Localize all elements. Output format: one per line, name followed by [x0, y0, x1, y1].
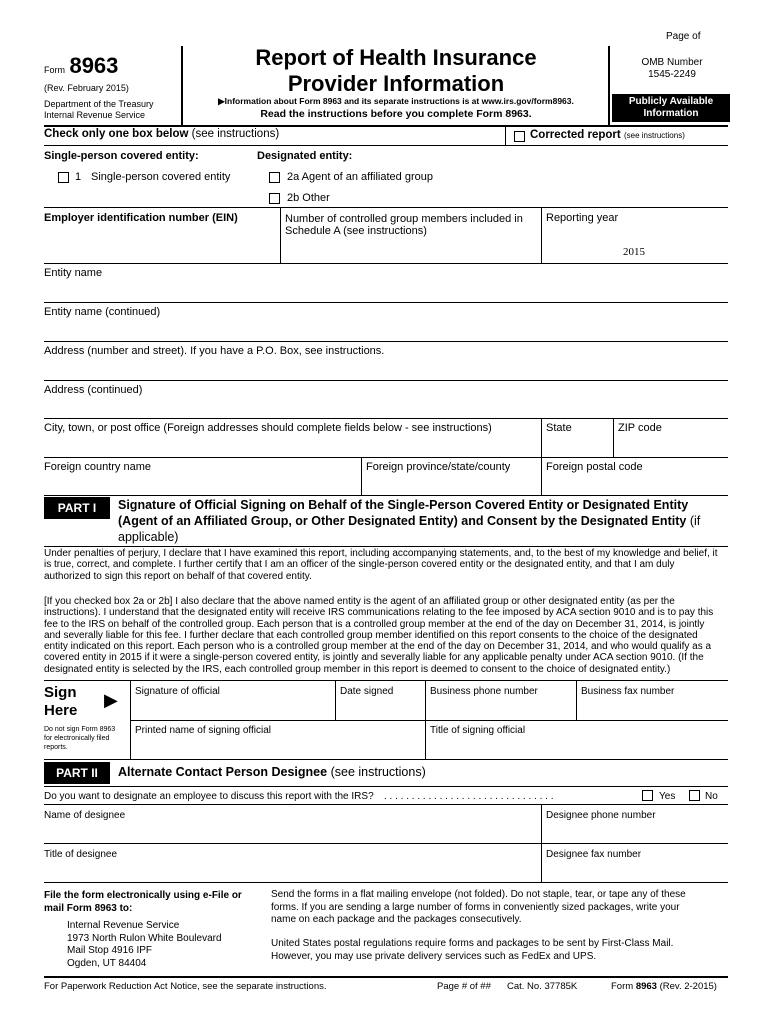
- omb-number: 1545-2249: [648, 69, 696, 80]
- part1-title: Signature of Official Signing on Behalf of the Single-Person Covered Entity or Designated Entity (Agent of an Affiliated Group, or Other Designated Entity) and Consent by the Designated Entity (if applicable): [118, 498, 701, 544]
- designee-question: Do you want to designate an employee to discuss this report with the IRS?: [44, 791, 374, 802]
- ein-label: Employer identification number (EIN): [44, 212, 238, 224]
- part2-tag: PART II: [44, 762, 110, 784]
- sign-note: Do not sign Form 8963 for electronically filed reports.: [44, 726, 116, 751]
- state-field[interactable]: State: [546, 422, 572, 434]
- members-label-2: Schedule A (see instructions): [285, 225, 427, 237]
- public-info-badge: Publicly Available Information: [612, 94, 730, 122]
- sign-here-label: Sign Here: [44, 684, 78, 719]
- omb-label: OMB Number: [641, 57, 703, 68]
- form-id: [44, 53, 118, 79]
- zip-field[interactable]: ZIP code: [618, 422, 662, 434]
- info-line: ▶Information about Form 8963 and its separate instructions is at www.irs.gov/form8963.: [218, 96, 574, 106]
- box2b-label: 2b Other: [287, 192, 330, 204]
- part1-tag: PART I: [44, 497, 110, 519]
- foreign-province-field[interactable]: Foreign province/state/county: [366, 461, 511, 473]
- part2-title: Alternate Contact Person Designee (see instructions): [118, 765, 426, 779]
- yes-label: Yes: [659, 791, 676, 802]
- page-number: Page # of ##: [437, 981, 491, 992]
- form-title-line2: Provider Information: [287, 71, 505, 96]
- reporting-year-value: 2015: [623, 246, 645, 258]
- members-label-1: Number of controlled group members included in: [285, 213, 523, 225]
- designee-title-field[interactable]: Title of designee: [44, 849, 118, 860]
- box1-checkbox[interactable]: [58, 172, 69, 183]
- designee-phone-field[interactable]: Designee phone number: [546, 810, 656, 821]
- designated-entity-declaration: [If you checked box 2a or 2b] I also declare that the above named entity is the agent of an affiliated group or other designated entity (as per the instructions). I understand that the designated entity will receive IRS communications relating to the fee imposed by ACA section 9010 and is to pay this fee to the IRS on behalf of the controlled group. Each person that is a controlled group member at the end of the day on December 31, 2014, is jointly and severally liable for this fee. I further declare that each controlled group member identified on this report consents to the choice of the designated entity indicated on this report. Each person who is a controlled group member at the end of the day on December 31, 2014, and who would qualify as a covered entity in 2015 if it were a single-person covered entity, is jointly and severally liable for any applicable penalty under ACA section 9010. (If the designated entity is selected by the IRS, each controlled group member in this report is deemed to consent to the choice of designated entity.): [44, 596, 714, 675]
- page-of: Page of: [666, 31, 701, 42]
- postal-regulations: United States postal regulations require forms and packages to be sent by First-Class Mail. However, you may use private delivery services such as FedEx and UPS.: [271, 938, 674, 962]
- box2a-label: 2a Agent of an affiliated group: [287, 171, 433, 183]
- foreign-postal-field[interactable]: Foreign postal code: [546, 461, 643, 473]
- no-label: No: [705, 791, 718, 802]
- revision-date: (Rev. February 2015): [44, 83, 129, 93]
- official-title-field[interactable]: Title of signing official: [430, 725, 526, 736]
- mailing-instructions: Send the forms in a flat mailing envelope (not folded). Do not staple, tear, or tape any of these forms. If you are sending a large number of forms in conveniently sized packages, write your name on each package and the packages consecutively.: [271, 889, 686, 925]
- perjury-declaration: Under penalties of perjury, I declare that I have examined this report, including accompanying statements, and, to the best of my knowledge and belief, it is true, correct, and complete. I further certify that I am an officer of the single-person covered entity or the designated entity, and that I am duly authorized to sign this report on behalf of that covered entity.: [44, 548, 718, 582]
- arrow-right-icon: ▶: [218, 96, 225, 106]
- address-field[interactable]: Address (number and street). If you have a P.O. Box, see instructions.: [44, 345, 385, 357]
- box1-label: Single-person covered entity: [91, 171, 231, 183]
- corrected-report-checkbox[interactable]: [514, 131, 525, 142]
- read-instructions: Read the instructions before you complete Form 8963.: [260, 108, 532, 120]
- printed-name-field[interactable]: Printed name of signing official: [135, 725, 272, 736]
- box1-number: 1: [75, 171, 82, 183]
- single-entity-heading: Single-person covered entity:: [44, 150, 199, 162]
- entity-name-field[interactable]: Entity name: [44, 267, 103, 279]
- business-phone-field[interactable]: Business phone number: [430, 686, 538, 697]
- agency: Internal Revenue Service: [44, 110, 146, 120]
- form-number: 8963: [69, 53, 119, 78]
- designee-name-field[interactable]: Name of designee: [44, 810, 126, 821]
- form-title-line1: Report of Health Insurance: [255, 45, 537, 70]
- reporting-year-label: Reporting year: [546, 212, 619, 224]
- corrected-report-label: Corrected report (see instructions): [530, 129, 685, 141]
- form-title: [184, 45, 608, 97]
- catalog-number: Cat. No. 37785K: [507, 981, 578, 992]
- address-cont-field[interactable]: Address (continued): [44, 384, 143, 396]
- city-field[interactable]: City, town, or post office (Foreign addresses should complete fields below - see instructions): [44, 422, 492, 434]
- footer-form-id: Form 8963 (Rev. 2-2015): [611, 981, 717, 992]
- mailing-heading: File the form electronically using e-File or mail Form 8963 to:: [44, 890, 242, 914]
- designee-fax-field[interactable]: Designee fax number: [546, 849, 642, 860]
- form-prefix: Form: [44, 65, 65, 75]
- signature-field[interactable]: Signature of official: [135, 686, 220, 697]
- foreign-country-field[interactable]: Foreign country name: [44, 461, 151, 473]
- box2b-checkbox[interactable]: [269, 193, 280, 204]
- yes-checkbox[interactable]: [642, 790, 653, 801]
- paperwork-notice: For Paperwork Reduction Act Notice, see the separate instructions.: [44, 981, 327, 992]
- date-signed-field[interactable]: Date signed: [340, 686, 394, 697]
- designated-entity-heading: Designated entity:: [257, 150, 353, 162]
- arrow-right-icon: ▶: [104, 690, 118, 710]
- box2a-checkbox[interactable]: [269, 172, 280, 183]
- omb-block: [610, 57, 734, 81]
- entity-name-cont-field[interactable]: Entity name (continued): [44, 306, 161, 318]
- no-checkbox[interactable]: [689, 790, 700, 801]
- department: Department of the Treasury: [44, 99, 154, 109]
- mailing-address: Internal Revenue Service 1973 North Rulon White Boulevard Mail Stop 4916 IPF Ogden, UT 84404: [67, 920, 222, 969]
- business-fax-field[interactable]: Business fax number: [581, 686, 675, 697]
- question-leader: . . . . . . . . . . . . . . . . . . . . . . . . . . . . . . .: [384, 791, 554, 802]
- check-only-label: Check only one box below (see instructions): [44, 128, 280, 140]
